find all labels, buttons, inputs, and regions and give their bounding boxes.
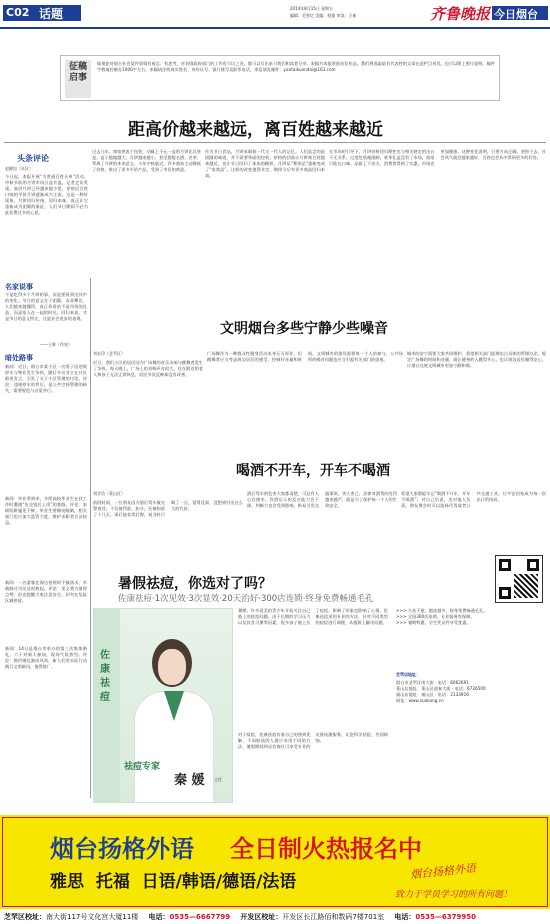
- qr-corner-tr: [527, 559, 539, 571]
- expert-photo: [93, 608, 233, 803]
- ad-foreign: [0, 815, 550, 924]
- brand-strip: [94, 609, 120, 803]
- left-sec2-title: 暗处路事: [5, 354, 33, 362]
- ad-qudou-title: 暑假祛痘，你选对了吗？: [118, 576, 272, 592]
- addr1: 南大街117号文化宫大厦11楼: [46, 913, 139, 921]
- left-sec1-author: ——王辉（作家）: [40, 342, 72, 347]
- paper-name: 齐鲁晚报: [430, 5, 491, 23]
- ad-foreign-slogan: 致力于学员学习的所有问题！: [395, 890, 513, 900]
- feature2-body1: 近日，我们小区的居民因为广场舞的音乐太响与跳舞者发生了争执。每天晚上，广场上的音响声音很大，住在附近的老人和孩子无法正常休息，居民多次反映却没有改善。: [93, 360, 203, 377]
- feature2-body3: 城市的安宁需要大家共同维护。希望相关部门能够出台具体的管理办法，规定广场舞的时间和音量，既让健身的人跳得开心，也让周边居民睡得安心，让烟台这座文明城市更加宁静和谐。: [407, 351, 546, 368]
- feature3-body1: 前段时间，一位朋友因为酒后驾车被交警查处，不仅被罚款、扣分，还被拘留了十几天。事后他非常后悔，说当时只喝了一点，觉得没事，没想到付出这么大的代价。: [93, 500, 243, 517]
- expert-role: 主任: [214, 777, 222, 782]
- feature1-body1: 过去几年，商家热衷于包装，动辄上千元一盒的月饼比比皆是，盒子越做越大，月饼越来越小，甚至搭配名酒、名茶，背离了月饼的本来意义。今年中秋临近，许多商家主动降低了价格，推出了更多平价产品，受到了市民的欢迎。: [92, 149, 201, 172]
- ad-qudou-body3: >>> 久祛不愈，越祛越多，终身免费畅通毛孔。 >>> 全国300店连锁，专业服务有保障。 >>> 暑期特惠，学生凭证件享受优惠。: [396, 608, 488, 625]
- feature1-rule: [4, 142, 546, 143]
- page-code: C02: [6, 6, 30, 19]
- feature2-byline: 刘长印（芝罘区）: [93, 351, 125, 356]
- addr1-label: 芝罘区校址：: [4, 913, 46, 921]
- ad-foreign-title-red: 全日制火热报名中: [230, 835, 422, 863]
- date-line: 2014年8月15日 星期五: [290, 6, 334, 11]
- tel1-label: 电话：: [148, 913, 170, 921]
- feature3-byline: 刘学功（莱山区）: [93, 491, 125, 496]
- shop-title: 芝罘店地址：: [396, 672, 420, 677]
- solicit-box: [60, 55, 500, 101]
- editor-line: 编辑：毛智忆 美编：倪俊 审读：王新: [290, 13, 357, 18]
- addr2-label: 开发区校址：: [240, 913, 283, 921]
- page-header: [0, 0, 550, 30]
- brand-vertical: 佐康祛痘: [100, 650, 110, 703]
- left-sec5-body: 新闻：14日是烟台市举办的第三次集体婚礼，六十对新人参加，现场气氛热烈。评论：简约婚礼渐成风尚，新人们用实际行动践行文明新风，值得推广。: [5, 646, 87, 669]
- addr2: 开发区长江路佰和数码7楼701室: [282, 913, 385, 921]
- solicit-label: 征稿启事: [69, 62, 88, 83]
- tel1[interactable]: 0535—6667799: [169, 913, 231, 921]
- person-face: [158, 649, 186, 685]
- feature1-title: 距高价越来越远，离百姓越来越近: [128, 120, 383, 140]
- edition-name: 今日烟台: [494, 8, 538, 21]
- qr-code[interactable]: [495, 555, 543, 603]
- tel2[interactable]: 0535—6379950: [415, 913, 476, 921]
- expert-badge: 祛痘专家: [124, 762, 161, 772]
- solicit-body: 如果您对烟台社会某件事情有观点、有思考，对各级政府部门的工作有可议之处，都可以写出来与我们和读者分享。来稿为本报原创首发作品，我们将选取最有代表性的文章在此栏目刊发。也可以附上照片说明。稿件字数请控制在1000字左右。来稿请注明真实姓名、身份证号、银行账号及联系电话，来信请发邮件：yantaikuandai@163.com: [97, 61, 495, 72]
- feature2-title: 文明烟台多些宁静少些噪音: [220, 321, 388, 337]
- ad-foreign-title-blue: 烟台扬格外语: [50, 835, 194, 863]
- left-col-rule: [90, 278, 91, 798]
- left-sec2-body: 新闻：近日，烟台市某小区一名男子因违规停车与物业发生争执，随后多名业主在社区群里发言，引发了关于小区管理的讨论。评论：违规停车的背后，是公共空间管理的缺失，需要规范与自觉并行。: [5, 364, 87, 393]
- feature3-body2: 酒后驾车的危害大家都清楚，可总有人心存侥幸。饮酒后人的反应能力会下降，判断力也会受到影响，极易引发交通事故，害人害己。法律对酒驾的处罚越来越严，就是为了保护每一个人的生命安全。: [247, 491, 397, 508]
- brand-script: 烟台扬格外语: [409, 861, 477, 882]
- header-rule: [0, 27, 550, 29]
- left-sec1-body: 不是吃得多个月饼的事，而是要看到这其中的变化。节日的意义在于团圆，而非攀比，人们越来越懂得，真正珍贵的不是昂贵的礼品，而是家人在一起的时光。回归本真，才是节日的意义所在，这是社会进步的表现。: [5, 292, 87, 321]
- left-sec4-body: 新闻：一名游客在海边拍照时不慎落水，幸被路过市民及时救起。评论：见义勇为值得点赞，但也提醒大家注意安全，切勿在危险区域停留。: [5, 580, 87, 603]
- shop-lines: 烟台市芝罘区南大街 · 电话：6062691 莱山店地址：莱山区迎春大街 · 电话：6726500 福山店地址：福山区 · 电话：2133916 网址：www.zuokang.cn: [396, 680, 486, 703]
- section-name: 话题: [39, 7, 64, 21]
- feature3-body3: 希望大家都能牢记“喝酒不开车，开车不喝酒”，对自己负责，也对他人负责。朋友聚会时可以选择代驾或者公共交通工具，让平安回家成为每一次出行的结局。: [401, 491, 546, 508]
- left-sec1-title: 名家说事: [5, 283, 33, 291]
- ad-qudou-subtitle: 佐康祛痘·1次见效·3次显效·20天治好·300店连锁·终身免费畅通毛孔: [118, 594, 374, 604]
- feature1-column: 头条评论: [17, 154, 49, 163]
- qr-corner-tl: [499, 559, 511, 571]
- expert-name: 秦 媛: [174, 773, 205, 788]
- ad-foreign-courses: 雅思 托福 日语/韩语/德语/法语: [50, 872, 297, 892]
- feature2-body2: 广场舞作为一种群众性健身活动本身无可厚非，但跳舞者应当考虑周边居民的感受，控制好音量和时间。文明城市的建设需要每一个人的参与，公共场所的噪音问题也应当引起有关部门的重视。: [207, 351, 403, 362]
- feature1-body3: 在市场的引导下，月饼价格回归理性也与相关规定的出台不无关系。过度包装被限制，豪华礼盒没有了市场，商家只能在口味、品质上下功夫。消费者得到了实惠，市场也更加健康。这种变化说明，只要方向正确，坚持下去，社会风气就会越来越好，百姓也会从中得到更多的好处。: [329, 149, 546, 166]
- ad-qudou-body2: 对于痘痘，佐康祛痘有着自己的独到见解，不同肤质的人群应采用不同的方法，暑假期间到店咨询还可享受专业的皮肤检测服务，让您科学祛痘，告别烦恼。: [238, 732, 388, 749]
- ad-qudou-body: 暑期，许多爱美的青少年开始关注自己脸上的痘痘问题。由于长期的学习压力以及饮食习惯等因素，很多孩子脸上长了痘痘，影响了形象也影响了心情。佐康祛痘采用专业的方法，针对不同类型的痘痘进行调理，从根源上解决问题。: [238, 608, 388, 625]
- feature1-byline: 赵健男（社区）: [5, 166, 33, 171]
- qr-dots: [514, 574, 538, 598]
- feature3-title: 喝酒不开车，开车不喝酒: [236, 463, 390, 479]
- feature1-lead: 今日起，本报开展“为普通百姓买单”活动。中秋节前的月饼市场日益升温，记者走访发现，高价月饼已经越来越少见，更贴近百姓口味的平价月饼逐渐成为主流。这是一种好现象，月饼回归传统，回归本味，真正让它重新成为团圆的象征，人们节日期间不必为此花费过多的心思。: [5, 174, 88, 215]
- left-sec3-body: 新闻：毕业季到来，多所高校毕业生在找工作时遭遇“先交钱后上岗”的套路。评论：求职陷阱屡见不鲜，毕业生要擦亮眼睛，相关部门也应加大监管力度，维护求职者合法权益。: [5, 496, 87, 525]
- feature1-body2: 作为节日食品，月饼承载着一代又一代人的记忆。人们品尝的是团圆的味道，并不需要华丽的包装。价格的回落让月饼离百姓越来越近，也让节日回归了本来的模样，月饼从“奢侈品”重新变成了“家常品”。这样的改变值得肯定，期待今后有更多商品回归本真。: [205, 149, 325, 178]
- qr-corner-bl: [499, 587, 511, 599]
- address-line: [4, 912, 550, 922]
- tel2-label: 电话：: [394, 913, 416, 921]
